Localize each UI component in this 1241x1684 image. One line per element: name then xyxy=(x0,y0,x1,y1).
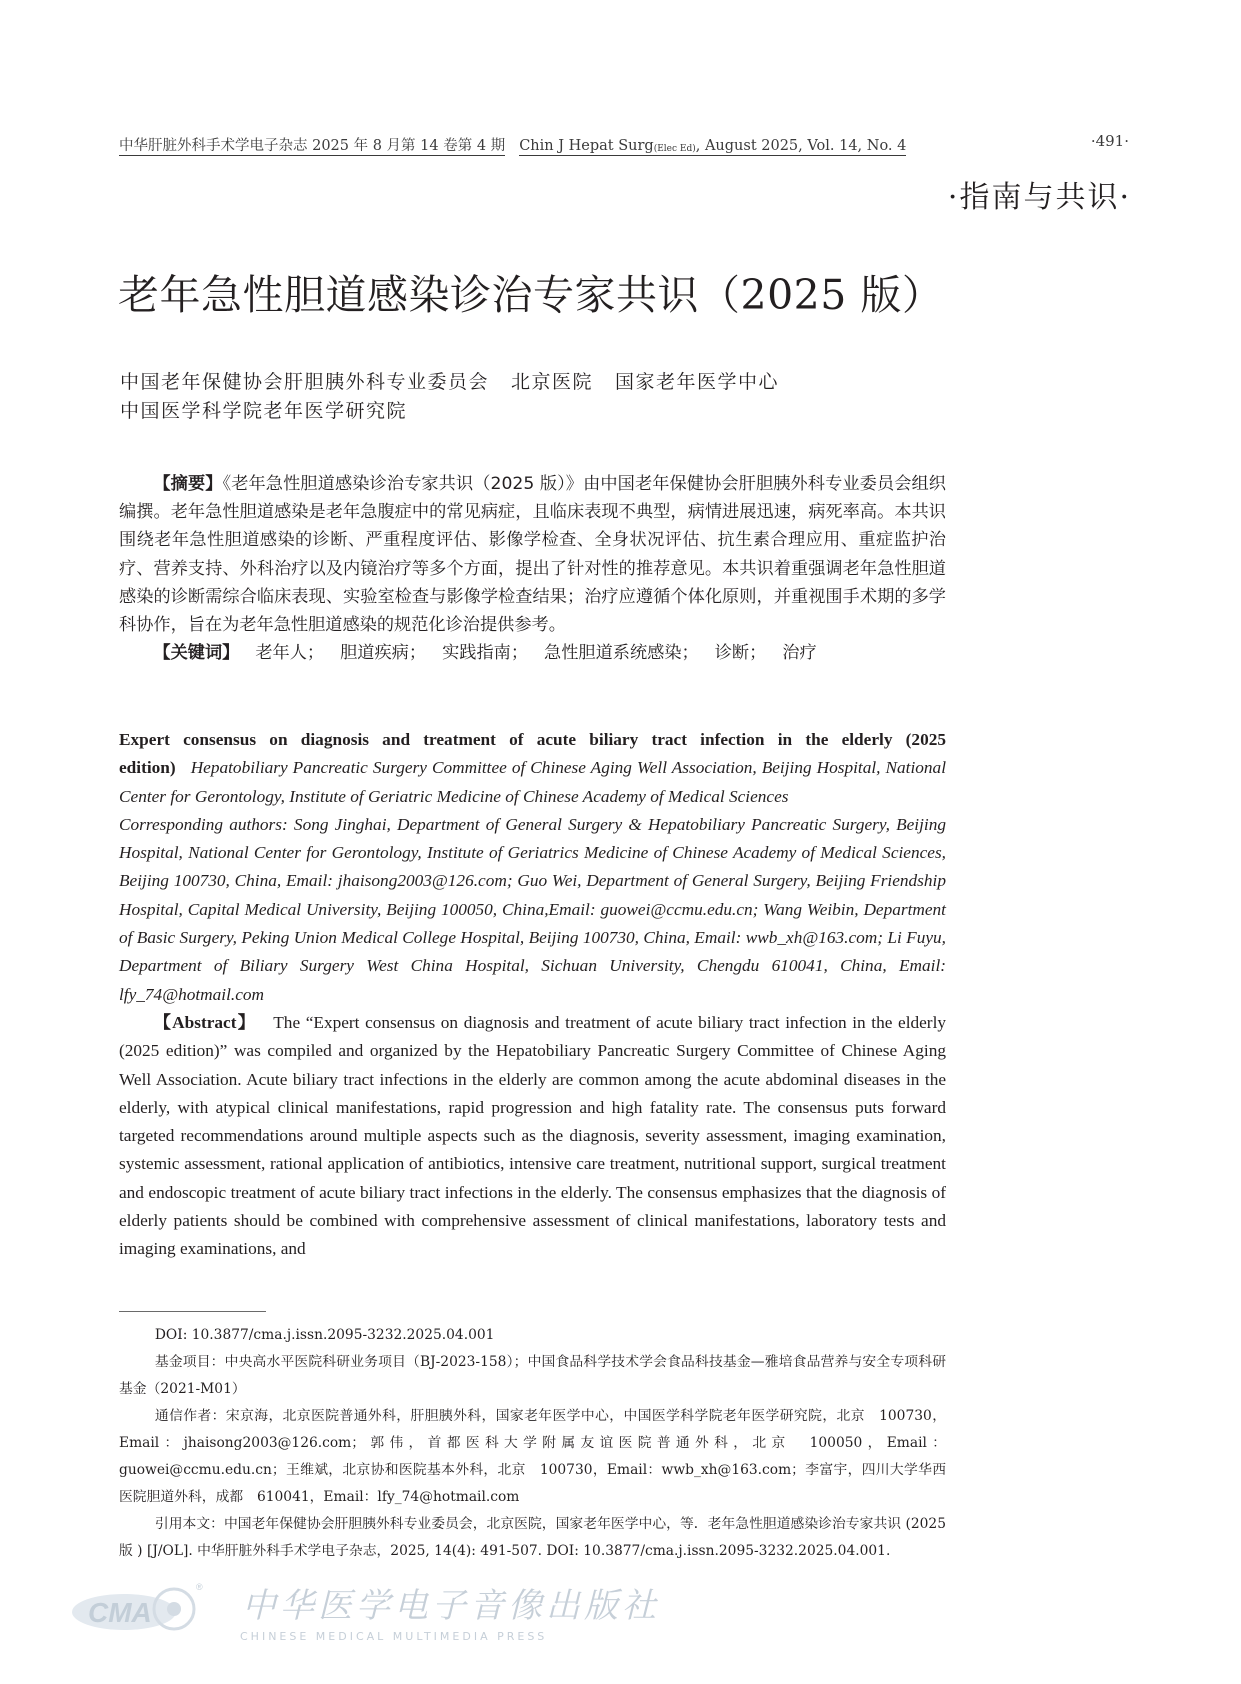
abstract-text: 《老年急性胆道感染诊治专家共识（2025 版）》由中国老年保健协会肝胆胰外科专业委员会组织编撰。老年急性胆道感染是老年急腹症中的常见病症，且临床表现不典型，病情进展迅速，病死率高。本共识围绕老年急性胆道感染的诊断、严重程度评估、影像学检查、全身状况评估、抗生素合理应用、重症监护治疗、营养支持、外科治疗以及内镜治疗等多个方面，提出了针对性的推荐意见。本共识着重强调老年急性胆道感染的诊断需综合临床表现、实验室检查与影像学检查结果；治疗应遵循个体化原则，并重视围手术期的多学科协作，旨在为老年急性胆道感染的规范化诊治提供参考。 xyxy=(119,474,946,636)
keyword: 老年人； xyxy=(255,643,325,664)
article-title: 老年急性胆道感染诊治专家共识（2025 版） xyxy=(118,271,944,319)
keyword: 治疗 xyxy=(782,643,817,664)
keyword: 实践指南； xyxy=(442,643,529,664)
svg-text:CMA: CMA xyxy=(88,1597,152,1628)
author-line-1: 中国老年保健协会肝胆胰外科专业委员会 北京医院 国家老年医学中心 xyxy=(120,371,780,393)
footnote-divider xyxy=(119,1311,266,1312)
cma-logo xyxy=(70,1582,210,1636)
running-head-en: Chin J Hepat Surg$_{(Elec Ed)}$, August 2025, Vol. 14, No. 4 xyxy=(519,138,907,154)
keywords-label: 【关键词】 xyxy=(153,643,240,664)
cma-logo-icon xyxy=(70,1582,210,1636)
abstract-label: 【摘要】 xyxy=(153,474,223,494)
english-corresponding: Corresponding authors: Song Jinghai, Department of General Surgery & Hepatobiliary Pancreatic Surgery, Beijing Hospital, National Center for Gerontology, Institute of Geriatrics Medicine of Chinese Academy of Medical Sciences, Beijing 100730, China, Email: jhaisong2003@126.com; Guo Wei, Department of General Surgery, Beijing Friendship Hospital, Capital Medical University, Beijing 100050, China,Email: guowei@ccmu.edu.cn; Wang Weibin, Department of Basic Surgery, Peking Union Medical College Hospital, Beijing 100730, China, Email: wwb_xh@163.com; Li Fuyu, Department of Biliary Surgery West China Hospital, Sichuan University, Chengdu 610041, China, Email: lfy_74@hotmail.com xyxy=(119,814,946,1004)
chinese-abstract xyxy=(119,470,946,667)
keyword: 急性胆道系统感染； xyxy=(544,643,699,664)
footnote-doi: DOI: 10.3877/cma.j.issn.2095-3232.2025.04.001 xyxy=(154,1327,495,1343)
english-abstract xyxy=(119,726,946,1264)
footnote-funding: 基金项目：中央高水平医院科研业务项目（BJ-2023-158）；中国食品科学技术学会食品科技基金—雅培食品营养与安全专项科研基金（2021-M01） xyxy=(119,1354,946,1397)
footnote-corresponding: 通信作者：宋京海，北京医院普通外科，肝胆胰外科，国家老年医学中心，中国医学科学院老年医学研究院，北京 100730，Email：jhaisong2003@126.com；郭伟，首都医科大学附属友谊医院普通外科，北京 100050，Email：guowei@ccmu.edu.cn；王维斌，北京协和医院基本外科，北京 100730，Email：wwb_xh@163.com；李富宇，四川大学华西医院胆道外科，成都 610041，Email：lfy_74@hotmail.com xyxy=(119,1408,946,1505)
english-title: Expert consensus on diagnosis and treatment of acute biliary tract infection in the elderly (2025 edition) xyxy=(119,730,946,778)
running-head-cn: 中华肝脏外科手术学电子杂志 2025 年 8 月第 14 卷第 4 期 xyxy=(119,138,506,154)
keywords-paragraph xyxy=(119,639,946,667)
page-number: ·491· xyxy=(1090,132,1129,150)
running-head xyxy=(119,134,906,155)
english-abstract-paragraph xyxy=(119,1009,946,1264)
author-affiliations xyxy=(120,368,779,426)
author-line-2: 中国医学科学院老年医学研究院 xyxy=(120,400,408,422)
english-abstract-label: 【Abstract】 xyxy=(153,1012,257,1032)
footnote-citation: 引用本文：中国老年保健协会肝胆胰外科专业委员会，北京医院，国家老年医学中心，等．老年急性胆道感染诊治专家共识 (2025 版 ) [J/OL]. 中华肝脏外科手术学电子杂志，2025, 14(4): 491-507. DOI: 10.3877/cma.j.issn.2095-3232.2025.04.001. xyxy=(119,1516,946,1559)
keyword: 胆道疾病； xyxy=(340,643,427,664)
publisher-name-cn: 中华医学电子音像出版社 xyxy=(242,1586,660,1626)
publisher-name-en: CHINESE MEDICAL MULTIMEDIA PRESS xyxy=(240,1630,548,1643)
svg-text:®: ® xyxy=(196,1582,203,1592)
keyword: 诊断； xyxy=(714,643,767,664)
abstract-paragraph xyxy=(119,470,946,639)
english-abstract-text: The “Expert consensus on diagnosis and treatment of acute biliary tract infection in the elderly (2025 edition)” was compiled and organized by the Hepatobiliary Pancreatic Surgery Committee of Chinese Aging Well Association. Acute biliary tract infections in the elderly are common among the acute abdominal diseases in the elderly, with atypical clinical manifestations, rapid progression and high fatality rate. The consensus puts forward targeted recommendations around multiple aspects such as the diagnosis, severity assessment, imaging examination, systemic assessment, rational application of antibiotics, intensive care treatment, nutritional support, surgical treatment and endoscopic treatment of acute biliary tract infections in the elderly. The consensus emphasizes that the diagnosis of elderly patients should be combined with comprehensive assessment of clinical manifestations, laboratory tests and imaging examinations, and xyxy=(119,1012,947,1259)
footnotes xyxy=(119,1322,946,1565)
column-label: ·指南与共识· xyxy=(947,180,1131,215)
english-header xyxy=(119,726,946,811)
english-affiliations: Hepatobiliary Pancreatic Surgery Committee of Chinese Aging Well Association, Beijing Hospital, National Center for Gerontology, Institute of Geriatric Medicine of Chinese Academy of Medical Sciences xyxy=(119,758,946,806)
